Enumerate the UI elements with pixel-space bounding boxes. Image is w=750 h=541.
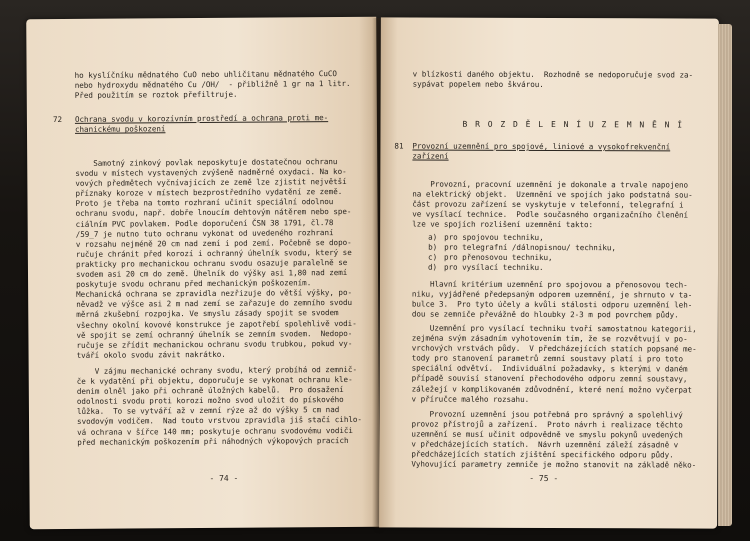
text-line: speciální odvětví. Individuální požadavky, s kterými v daném [411, 363, 688, 374]
text-line: příznaky koroze v místech bezprostředního vydatění ze země. [75, 187, 343, 199]
left-section-title [75, 113, 367, 135]
right-section-title [412, 142, 710, 163]
page-edges [718, 24, 732, 526]
text-line: bulce 3. Pro tyto účely a kvůli stálosti odporu uzemnění leh- [411, 299, 693, 310]
section-title-line: zařízení [412, 151, 449, 161]
open-book [22, 18, 734, 530]
text-line: svodovým vodičem. Nad touto vrstvou zpravidla jiš stačí cihlo- [77, 415, 362, 427]
list-item-text: pro spojovou techniku, [444, 232, 544, 242]
left-section-number: 72 [52, 114, 63, 125]
text-line: ručuje se zřídit mechanickou ochranu svodu trubkou, pokud vy- [76, 338, 353, 350]
list-item-label: d) [428, 262, 438, 272]
text-line: Mechanická ochrana se zpravidla nezřizuje do větší výšky, po- [76, 288, 353, 300]
text-line: ochranu svodu, např. dobře lnoucím dehtovým nátěrem nebo spe- [75, 207, 352, 219]
list-item-text: pro telegrafní /dálnopisnou/ techniku, [444, 242, 616, 253]
list-item-label: c) [428, 252, 438, 262]
text-line: niku, vyjádřené předepsaným odporem uzemnění, je shrnuto v ta- [411, 289, 693, 300]
text-line: Samotný zinkový povlak neposkytuje dostatečnou ochranu [93, 157, 338, 168]
text-line: Provozní uzemnění jsou potřebná pro správný a spolehlivý [429, 409, 683, 420]
left-page [26, 17, 380, 529]
text-line: vě spojit se zemí ochranný úhelník se zemním svodem. Nedopo- [76, 328, 353, 340]
text-line: Vyhovující parametry zemniče je možno stanovit na základě něko- [411, 459, 697, 470]
text-line: lze ve spojích rozlišení uzemnění takto: [412, 219, 594, 230]
list-item-text: pro přenosovou techniku, [444, 252, 553, 263]
text-line: provoz přístrojů a zařízení. Proto návrh i realizace těchto [411, 419, 683, 430]
text-line: denim olněl jako při ochraně úložných kabelů. Pro dosažení [76, 385, 344, 397]
text-line: v předcházejících statích. Návrh uzemnění záleží zásadně v [411, 439, 679, 450]
text-line: tváří okolo svodu závit nakrátko. [76, 349, 226, 360]
text-line: nebo hydroxydu mědnatého Cu /OH/ - přibližně 1 gr na 1 litr. [74, 79, 351, 90]
list-item-label: b) [428, 242, 438, 252]
text-line: Před použitím se roztok přefiltruje. [74, 89, 238, 101]
right-section-number: 81 [394, 141, 404, 151]
right-paragraph-3 [412, 324, 710, 406]
right-paragraph-4 [411, 410, 709, 472]
text-line: ručuje chránit před korozí i ochranný úhelník svodu, který se [75, 247, 352, 259]
text-line: poskytuje svodu ochranu před mechanickým poškozením. [76, 278, 312, 290]
text-line: ho kyslíčníku mědnatého CuO nebo uhličitanu mědnatého CuCO [74, 69, 337, 80]
text-line: tody pro stanovení parametrů zemní soustavy platí i pro toto [411, 353, 684, 364]
text-line: část provozu zařízení se vyskytuje v telefonní, telegrafní i [412, 199, 684, 210]
section-title-line: chanickému poškození [74, 124, 166, 134]
section-title-line: Ochrana svodu v korozívním prostředí a ochrana proti me- [74, 113, 329, 124]
text-line: vrchových vrstvách půdy. V předcházejících statích popsané me- [411, 343, 697, 354]
text-line: všechny okolní kovové konstrukce je zapotřebí spolehlivě vodi- [76, 318, 357, 330]
text-line: če k vydatění při objektu, doporučuje se vykonat ochranu kle- [76, 375, 353, 386]
text-line: lůžka. To se vytváří až v zemní rýze až do výšky 5 cm nad [76, 405, 340, 417]
text-line: dou se zemniče převážně do hloubky 2-3 m pod povrchem půdy. [411, 309, 679, 320]
list-item-text: pro vysílací techniku. [444, 262, 544, 273]
text-line: prakticky pro mechanickou ochranu svodu osazuje paralelně se [75, 257, 348, 269]
text-line: ve vysílací technice. Podle současného organizačního členění [412, 209, 689, 220]
text-line: předcházejících statích zjištění specifického odporu půdy. [411, 449, 674, 460]
text-line: odolnosti svodu proti korozi možno svod uložit do pískového [76, 395, 344, 407]
text-line: svodem asi 20 cm do země. Úhelník do výšky asi 1,80 nad zemí [75, 268, 348, 279]
text-line: V zájmu mechanické ochrany svodu, který probíhá od zemnič- [94, 364, 357, 376]
text-line: před mechanickým poškozením při náhodných výkopových pracích [77, 435, 349, 447]
list-item-label: a) [428, 232, 438, 242]
text-line: Hlavní kritérium uzemnění pro spojovou a přenosovou tech- [429, 279, 688, 290]
right-page [379, 17, 719, 528]
text-line: na elektrický objekt. Uzemnění ve spojích jako podstatná sou- [412, 189, 693, 200]
text-line: měrná zkušební rozpojka. Ve smyslu zásady spojit se svodem [76, 308, 339, 320]
chapter-heading: B R O Z D Ě L E N Í U Z E M N Ě N Í [462, 119, 684, 130]
text-line: zejména svým zásadním vyhotovením tím, že se rozvětvují v po- [411, 333, 688, 344]
text-line: sypávat popelem nebo škvárou. [412, 79, 544, 90]
text-line: ciálním PVC povlakem. Podle doporučení ČSN 38 1791, čl.78 [75, 217, 334, 229]
left-paragraph-1 [75, 157, 368, 361]
text-line: v blízkosti daného objektu. Rozhodně se nedoporučuje svod za- [412, 69, 694, 80]
right-paragraph-1 [412, 180, 710, 232]
right-top-lines [413, 70, 711, 91]
text-line: vových předmětech vyčnívajících ze země lze zjistit největší [75, 177, 347, 189]
technique-list [412, 233, 710, 274]
right-paragraph-2 [412, 280, 710, 321]
page-number-left: - 74 - [209, 473, 239, 483]
text-line: Proto je třeba na tomto rozhraní učinit speciální odolnou [75, 197, 334, 209]
left-paragraph-2 [77, 365, 370, 448]
text-line: záležejí v komplikovaném zdůvodnění, které není možno vyčerpat [411, 384, 692, 395]
text-line: v rozsahu nejméně 20 cm nad zemí i pod zemí. Počebně se dopo- [75, 237, 352, 249]
text-line: Provozní, pracovní uzemnění je dokonale a trvale napojeno [430, 179, 689, 190]
text-line: případě souvisí stanovení přechodového odporu zemní soustavy, [411, 373, 688, 384]
left-top-lines [75, 69, 367, 101]
text-line: vá ochrana v šířce 140 mm; poskytuje ochranu svodovému vodiči [77, 425, 353, 437]
text-line: uzemnění se musí učinit odpovědně ve smyslu pokynů uvedených [411, 429, 683, 440]
page-number-right: - 75 - [529, 473, 559, 484]
text-line: /59_7 je nutno tuto ochranu vykonat od uvedeného rozhraní [75, 227, 334, 239]
list-item [412, 263, 710, 274]
text-line: Uzemnění pro vysílací techniku tvoří samostatnou kategorii, [429, 323, 697, 334]
section-title-line: Provozní uzemnění pro spojové, liniové a vysokofrekvenční [412, 141, 671, 152]
text-line: něvadž ve výšce asi 2 m nad zemí se zařazuje do zemního svodu [76, 298, 353, 310]
text-line: svodu v místech vystavených zvýšeně nadměrné oxydaci. Na ko- [75, 167, 347, 178]
text-line: v příručce malého rozsahu. [411, 394, 530, 404]
